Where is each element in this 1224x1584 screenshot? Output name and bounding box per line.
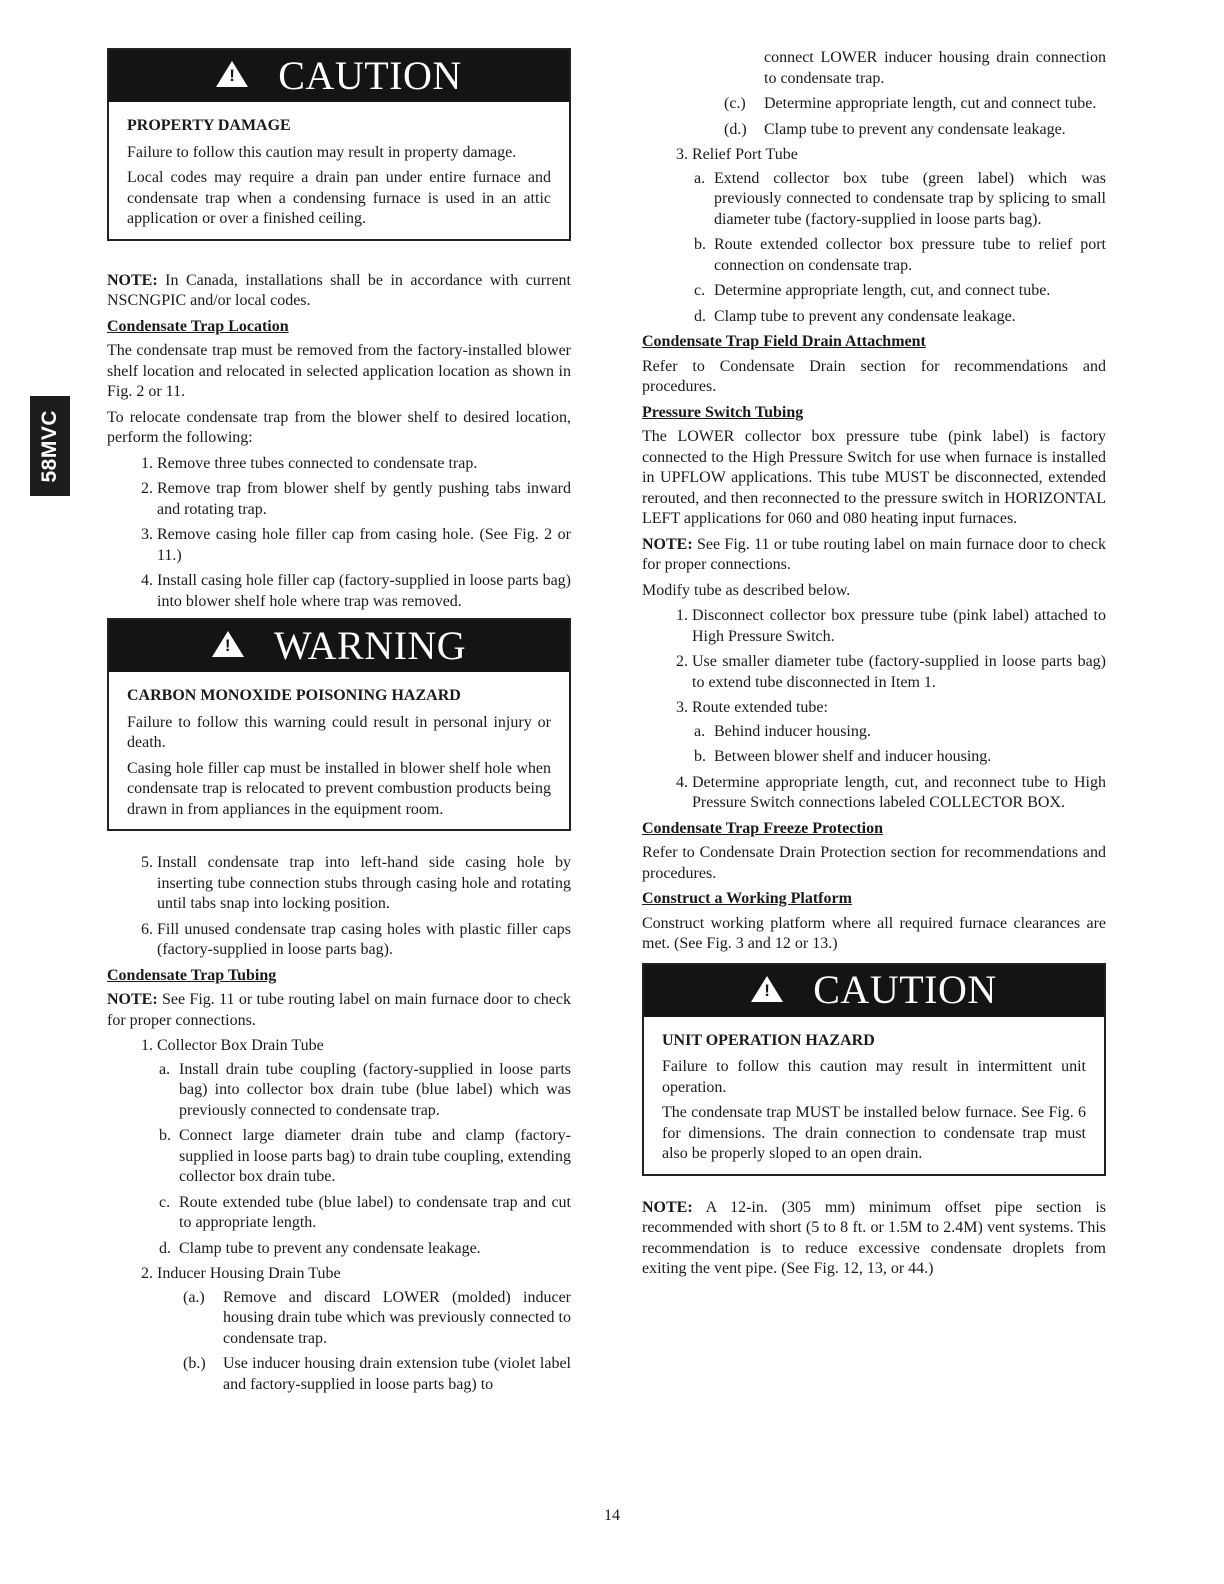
- section-heading-working-platform: Construct a Working Platform: [642, 890, 852, 907]
- body-paragraph: Refer to Condensate Drain Protection section for recommendations and procedures.: [642, 844, 1106, 882]
- caution-banner: [644, 965, 1104, 1017]
- section-heading-field-drain: Condensate Trap Field Drain Attachment: [642, 333, 926, 350]
- sub-list-item: (d.) Clamp tube to prevent any condensate leakage.: [724, 120, 1066, 138]
- caution-banner-label: CAUTION: [278, 52, 462, 98]
- sub-list-item: b. Route extended collector box pressure tube to relief port connection on condensate trap.: [694, 236, 1106, 274]
- caution-banner: [109, 50, 569, 102]
- warning-banner: [109, 620, 569, 672]
- list-item: 3. Relief Port Tube a. Extend collector box tube (green label) which was previously connected to condensate trap by splicing to small diameter tube (factory-supplied in loose parts bag). b. Route extended collector box pressure tube to relief port connection on condensate trap. c. Determine appropriate length, cut, and connect tube. d. Clamp tube to prevent any condensate leakage.: [692, 145, 1106, 327]
- model-side-tab: [30, 396, 70, 496]
- sub-list-item: b. Between blower shelf and inducer housing.: [694, 748, 992, 765]
- sub-list-item: c. Determine appropriate length, cut, and connect tube.: [694, 282, 1051, 299]
- warning-box-carbon-monoxide: [107, 618, 571, 831]
- hazard-title: UNIT OPERATION HAZARD: [662, 1031, 875, 1049]
- body-paragraph: Modify tube as described below.: [642, 581, 851, 599]
- hazard-text: Failure to follow this warning could result in personal injury or death.: [127, 713, 551, 751]
- right-column: [642, 48, 1106, 1285]
- sub-list-item: (b.) Use inducer housing drain extension tube (violet label and factory-supplied in loose parts bag) to: [183, 1355, 571, 1393]
- model-side-tab-label: 58MVC: [37, 409, 61, 483]
- hazard-text: The condensate trap MUST be installed below furnace. See Fig. 6 for dimensions. The drain connection to condensate trap must also be properly sloped to an open drain.: [662, 1104, 1086, 1162]
- list-item: 2. Inducer Housing Drain Tube (a.) Remove and discard LOWER (molded) inducer housing drain tube which was previously connected to condensate trap. (b.) Use inducer housing drain extension tube (violet label and factory-supplied in loose parts bag) to: [157, 1264, 571, 1395]
- inducer-continued: [642, 48, 1106, 89]
- list-item: 2. Use smaller diameter tube (factory-supplied in loose parts bag) to extend tube disconnected in Item 1.: [692, 652, 1106, 693]
- hazard-title: PROPERTY DAMAGE: [127, 117, 291, 134]
- sub-list-item: a. Extend collector box tube (green label) which was previously connected to condensate trap by splicing to small diameter tube (factory-supplied in loose parts bag).: [694, 169, 1106, 228]
- note-paragraph: NOTE: A 12-in. (305 mm) minimum offset pipe section is recommended with short (5 to 8 ft. or 1.5M to 2.4M) vent systems. This recommendation is to reduce excessive condensate droplets from exiting the vent pipe. (See Fig. 12, 13, or 44.): [642, 1198, 1106, 1277]
- sub-list-item: (a.) Remove and discard LOWER (molded) inducer housing drain tube which was previously connected to condensate trap.: [183, 1288, 571, 1347]
- sub-list-item: a. Behind inducer housing.: [694, 722, 871, 740]
- hazard-text: Failure to follow this caution may result in intermittent unit operation.: [662, 1058, 1086, 1096]
- tubing-steps-continued: [642, 145, 1106, 327]
- inducer-sub-steps: [642, 94, 1106, 140]
- sub-list-item: connect LOWER inducer housing drain connection to condensate trap.: [764, 49, 1106, 87]
- note-paragraph: NOTE: See Fig. 11 or tube routing label on main furnace door to check for proper connections.: [107, 991, 571, 1029]
- body-paragraph: Refer to Condensate Drain section for recommendations and procedures.: [642, 357, 1106, 395]
- list-item: 3. Remove casing hole filler cap from casing hole. (See Fig. 2 or 11.): [157, 525, 571, 566]
- section-heading-trap-tubing: Condensate Trap Tubing: [107, 966, 277, 984]
- body-paragraph: To relocate condensate trap from the blower shelf to desired location, perform the following:: [107, 408, 571, 446]
- warning-triangle-icon: [216, 61, 248, 87]
- sub-list-item: d. Clamp tube to prevent any condensate leakage.: [159, 1239, 481, 1257]
- section-heading-pressure-switch: Pressure Switch Tubing: [642, 403, 804, 421]
- list-item: 1. Disconnect collector box pressure tube (pink label) attached to High Pressure Switch.: [692, 606, 1106, 647]
- sub-list-item: b. Connect large diameter drain tube and clamp (factory-supplied in loose parts bag) to drain tube coupling, extending collector box drain tube.: [159, 1127, 571, 1185]
- section-heading-trap-location: Condensate Trap Location: [107, 317, 289, 335]
- sub-list-item: a. Install drain tube coupling (factory-supplied in loose parts bag) into collector box drain tube (blue label) which was previously connected to condensate trap.: [159, 1060, 571, 1119]
- relocation-steps: [107, 454, 571, 613]
- list-item: 5. Install condensate trap into left-hand side casing hole by inserting tube connection stubs through casing hole and rotating until tabs snap into locking position.: [157, 853, 571, 915]
- list-item: 1. Remove three tubes connected to condensate trap.: [157, 454, 571, 475]
- note-paragraph: NOTE: See Fig. 11 or tube routing label on main furnace door to check for proper connections.: [642, 535, 1106, 573]
- warning-triangle-icon: [212, 631, 244, 657]
- page-number: 14: [604, 1507, 620, 1524]
- hazard-title: CARBON MONOXIDE POISONING HAZARD: [127, 687, 461, 704]
- tubing-steps: [107, 1036, 571, 1395]
- sub-list-item: (c.) Determine appropriate length, cut and connect tube.: [724, 95, 1097, 112]
- warning-banner-label: WARNING: [273, 622, 467, 668]
- body-paragraph: The condensate trap must be removed from the factory-installed blower shelf location and relocated in selected application location as shown in Fig. 2 or 11.: [107, 342, 571, 400]
- caution-banner-label: CAUTION: [813, 967, 997, 1013]
- list-item: 6. Fill unused condensate trap casing holes with plastic filler caps (factory-supplied in loose parts bag).: [157, 920, 571, 961]
- caution-box-unit-operation: [642, 963, 1106, 1176]
- warning-triangle-icon: [751, 976, 783, 1002]
- sub-list-item: c. Route extended tube (blue label) to condensate trap and cut to appropriate length.: [159, 1193, 571, 1231]
- list-item: 4. Install casing hole filler cap (factory-supplied in loose parts bag) into blower shelf hole where trap was removed.: [157, 571, 571, 612]
- body-paragraph: The LOWER collector box pressure tube (pink label) is factory connected to the High Pressure Switch for use when furnace is installed in UPFLOW applications. This tube MUST be disconnected, extended rerouted, and then reconnected to the pressure switch in HORIZONTAL LEFT applications for 060 and 080 heating input furnaces.: [642, 428, 1106, 527]
- sub-list-item: d. Clamp tube to prevent any condensate leakage.: [694, 307, 1016, 325]
- note-paragraph: NOTE: In Canada, installations shall be in accordance with current NSCNGPIC and/or local codes.: [107, 271, 571, 309]
- body-paragraph: Construct working platform where all required furnace clearances are met. (See Fig. 3 and 12 or 13.): [642, 914, 1106, 952]
- hazard-text: Casing hole filler cap must be installed in blower shelf hole when condensate trap is relocated to prevent combustion products being drawn in from appliances in the equipment room.: [127, 759, 551, 818]
- section-heading-freeze-protection: Condensate Trap Freeze Protection: [642, 819, 883, 837]
- caution-box-property-damage: [107, 48, 571, 241]
- left-column: [107, 48, 571, 1400]
- list-item: 3. Route extended tube: a. Behind inducer housing. b. Between blower shelf and inducer housing.: [692, 698, 1106, 768]
- list-item: 1. Collector Box Drain Tube a. Install drain tube coupling (factory-supplied in loose parts bag) into collector box drain tube (blue label) which was previously connected to condensate trap. b. Connect large diameter drain tube and clamp (factory-supplied in loose parts bag) to drain tube coupling, extending collector box drain tube. c. Route extended tube (blue label) to condensate trap and cut to appropriate length. d. Clamp tube to prevent any condensate leakage.: [157, 1036, 571, 1259]
- relocation-steps-continued: [107, 853, 571, 961]
- list-item: 2. Remove trap from blower shelf by gently pushing tabs inward and rotating trap.: [157, 479, 571, 520]
- list-item: 4. Determine appropriate length, cut, and reconnect tube to High Pressure Switch connections labeled COLLECTOR BOX.: [692, 773, 1106, 814]
- hazard-text: Local codes may require a drain pan under entire furnace and condensate trap when a condensing furnace is used in an attic application or over a finished ceiling.: [127, 169, 551, 227]
- pressure-steps: [642, 606, 1106, 814]
- hazard-text: Failure to follow this caution may result in property damage.: [127, 143, 517, 161]
